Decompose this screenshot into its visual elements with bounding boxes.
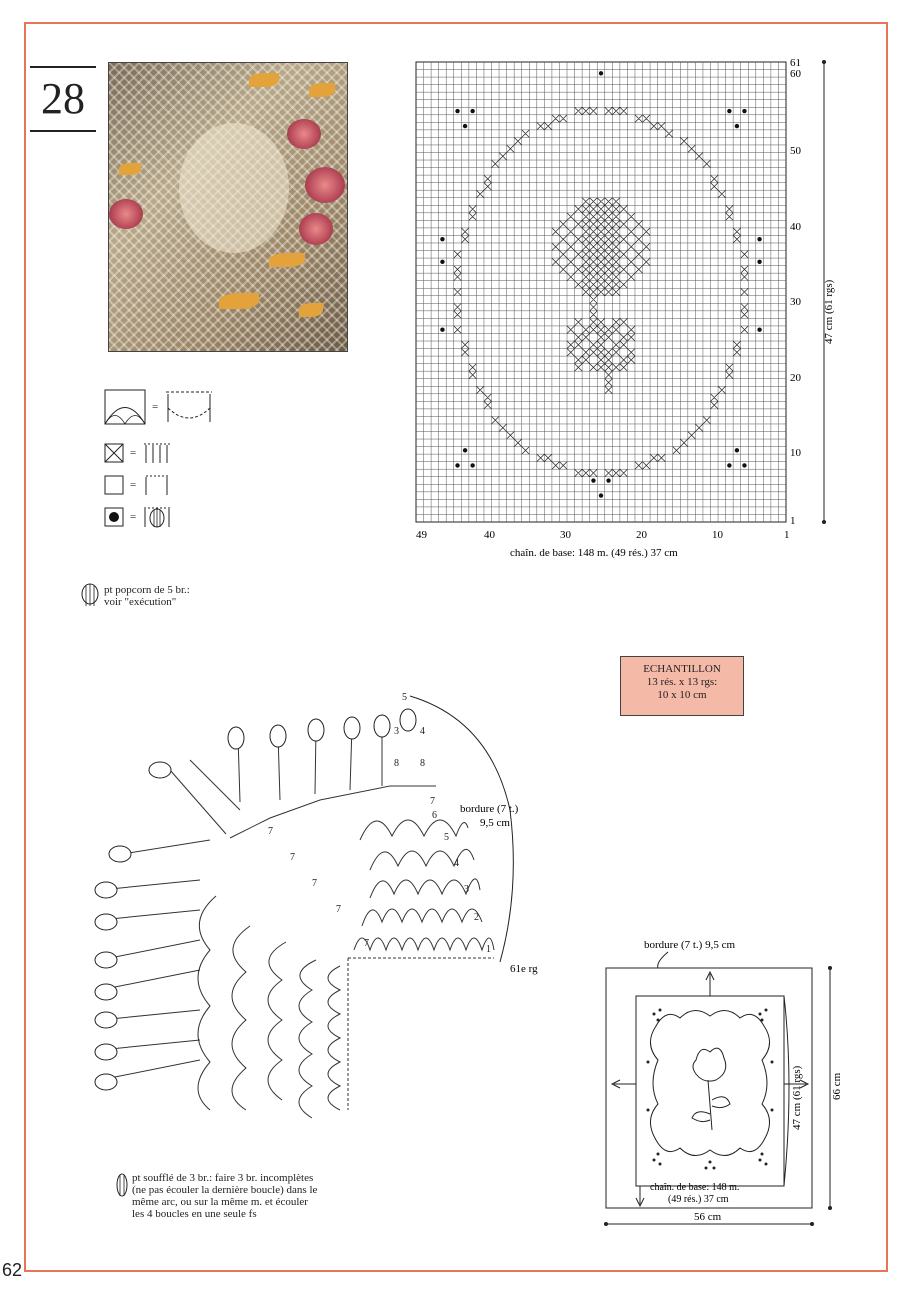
col-label: 40 bbox=[484, 529, 495, 541]
schematic-border-label: bordure (7 t.) 9,5 cm bbox=[644, 939, 736, 951]
filled-cell-icon bbox=[104, 443, 124, 463]
round-label: 2 bbox=[474, 912, 479, 923]
row-label: 1 bbox=[790, 515, 796, 527]
gauge-sample bbox=[620, 656, 744, 716]
row-61-label: 61e rg bbox=[510, 963, 538, 975]
round-label: 4 bbox=[420, 726, 425, 737]
legend-empty: = bbox=[104, 474, 172, 496]
border-diagram bbox=[90, 690, 560, 1130]
sample-line2: 10 x 10 cm bbox=[657, 689, 707, 701]
filet-chart bbox=[400, 54, 840, 564]
row-label: 10 bbox=[790, 447, 801, 459]
schematic-inner-height: 47 cm (61 rgs) bbox=[791, 1065, 803, 1130]
chart-caption: chaîn. de base: 148 m. (49 rés.) 37 cm bbox=[510, 547, 678, 559]
popcorn-symbol-icon bbox=[80, 582, 100, 608]
round-label: 5 bbox=[444, 832, 449, 843]
legend-arc: = bbox=[104, 388, 214, 426]
round-label: 7 bbox=[312, 878, 317, 889]
popcorn-stitch-icon bbox=[142, 506, 172, 528]
round-label: 5 bbox=[402, 692, 407, 703]
pattern-number: 28 bbox=[30, 66, 96, 132]
arc-cell-icon bbox=[104, 389, 146, 425]
round-label: 4 bbox=[454, 858, 459, 869]
open-mesh-icon bbox=[142, 474, 172, 496]
col-label: 1 bbox=[784, 529, 790, 541]
schematic-width: 56 cm bbox=[694, 1211, 722, 1223]
round-label: 7 bbox=[290, 852, 295, 863]
col-label: 30 bbox=[560, 529, 571, 541]
treble-group-icon bbox=[142, 442, 172, 464]
round-label: 1 bbox=[486, 944, 491, 955]
row-label: 40 bbox=[790, 221, 801, 233]
round-label: 8 bbox=[394, 758, 399, 769]
legend-popcorn: = bbox=[104, 506, 172, 528]
sample-title: ECHANTILLON bbox=[643, 663, 721, 675]
round-label: 6 bbox=[432, 810, 437, 821]
popcorn-cell-icon bbox=[104, 507, 124, 527]
arc-stitch-icon bbox=[164, 388, 214, 426]
schematic-base-1: chaîn. de base: 148 m. bbox=[650, 1182, 740, 1193]
border-size: 9,5 cm bbox=[480, 817, 510, 829]
round-label: 3 bbox=[464, 884, 469, 895]
legend-filled: = bbox=[104, 442, 172, 464]
round-label: 3 bbox=[394, 726, 399, 737]
row-label: 30 bbox=[790, 296, 801, 308]
round-label: 7 bbox=[430, 796, 435, 807]
sample-line1: 13 rés. x 13 rgs: bbox=[646, 676, 718, 688]
row-label: 61 bbox=[790, 57, 801, 69]
tablecloth-photo bbox=[108, 62, 348, 352]
round-label: 7 bbox=[336, 904, 341, 915]
puff-note: pt soufflé de 3 br.: faire 3 br. incomplètes (ne pas écouler la dernière boucle) dans le même arc, ou sur la même m. et écouler les 4 boucles en une seule fs bbox=[132, 1172, 318, 1220]
round-label: 7 bbox=[268, 826, 273, 837]
chart-height-label: 47 cm (61 rgs) bbox=[823, 279, 835, 344]
row-label: 50 bbox=[790, 145, 801, 157]
round-label: 7 bbox=[364, 938, 369, 949]
empty-cell-icon bbox=[104, 475, 124, 495]
finished-schematic bbox=[596, 934, 846, 1234]
border-label: bordure (7 t.) bbox=[460, 803, 519, 815]
col-label: 49 bbox=[416, 529, 427, 541]
page-number: 62 bbox=[2, 1260, 23, 1280]
col-label: 20 bbox=[636, 529, 647, 541]
round-label: 8 bbox=[420, 758, 425, 769]
schematic-base-2: (49 rés.) 37 cm bbox=[668, 1194, 729, 1205]
puff-stitch-icon bbox=[116, 1172, 128, 1198]
row-label: 60 bbox=[790, 68, 801, 80]
col-label: 10 bbox=[712, 529, 723, 541]
schematic-outer-height: 66 cm bbox=[831, 1072, 843, 1100]
row-label: 20 bbox=[790, 372, 801, 384]
popcorn-note: pt popcorn de 5 br.: voir "exécution" bbox=[104, 584, 190, 608]
